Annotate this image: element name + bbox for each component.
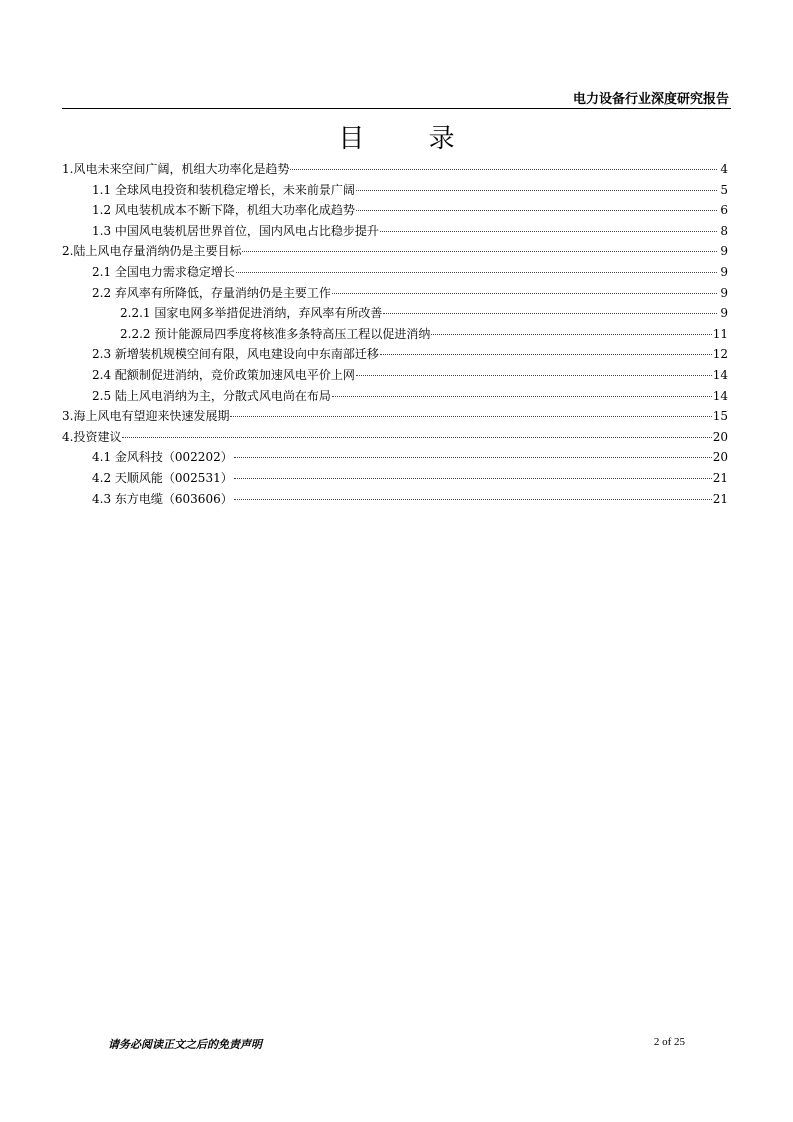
- toc-entry-label: 2.4 配额制促进消纳，竞价政策加速风电平价上网: [92, 367, 355, 382]
- toc-entry[interactable]: [62, 366, 728, 387]
- toc-entry[interactable]: [62, 181, 728, 202]
- toc-entry[interactable]: [62, 263, 728, 284]
- toc-entry[interactable]: [62, 387, 728, 408]
- table-of-contents: [62, 160, 728, 510]
- toc-leader-dots: [356, 375, 712, 376]
- toc-leader-dots: [380, 231, 717, 232]
- toc-leader-dots: [230, 416, 711, 417]
- toc-entry-label: 4.1 金风科技（002202）: [92, 450, 233, 465]
- toc-entry[interactable]: [62, 407, 728, 428]
- toc-page-number: 8: [720, 223, 728, 238]
- footer-page-number: 2 of 25: [653, 1036, 685, 1048]
- toc-leader-dots: [332, 396, 712, 397]
- toc-page-number: 14: [712, 367, 728, 382]
- toc-page-number: 21: [712, 470, 728, 485]
- toc-page-number: 9: [720, 264, 728, 279]
- toc-leader-dots: [236, 272, 717, 273]
- toc-page-number: 6: [720, 203, 728, 218]
- toc-leader-dots: [356, 190, 717, 191]
- toc-leader-dots: [234, 478, 712, 479]
- toc-leader-dots: [234, 499, 712, 500]
- toc-leader-dots: [332, 293, 717, 294]
- toc-entry[interactable]: [62, 284, 728, 305]
- toc-entry-label: 2.2.2 预计能源局四季度将核准多条特高压工程以促进消纳: [120, 326, 431, 341]
- toc-entry-label: 2.1 全国电力需求稳定增长: [92, 264, 235, 279]
- toc-title: 目 录: [338, 124, 483, 154]
- toc-page-number: 9: [720, 285, 728, 300]
- toc-entry-label: 4.2 天顺风能（002531）: [92, 470, 233, 485]
- toc-page-number: 14: [712, 388, 728, 403]
- toc-page-number: 12: [712, 347, 728, 362]
- toc-entry[interactable]: [62, 428, 728, 449]
- toc-entry[interactable]: [62, 304, 728, 325]
- toc-entry-label: 3.海上风电有望迎来快速发展期: [62, 409, 230, 424]
- toc-entry-label: 2.5 陆上风电消纳为主，分散式风电尚在布局: [92, 388, 331, 403]
- toc-entry[interactable]: [62, 325, 728, 346]
- toc-leader-dots: [290, 169, 717, 170]
- toc-entry[interactable]: [62, 469, 728, 490]
- toc-entry-label: 1.2 风电装机成本不断下降，机组大功率化成趋势: [92, 203, 355, 218]
- toc-page-number: 15: [712, 409, 728, 424]
- toc-entry[interactable]: [62, 222, 728, 243]
- toc-page-number: 21: [712, 491, 728, 506]
- toc-entry[interactable]: [62, 490, 728, 511]
- toc-page-number: 5: [720, 182, 728, 197]
- toc-entry-label: 4.3 东方电缆（603606）: [92, 491, 233, 506]
- toc-entry[interactable]: [62, 160, 728, 181]
- toc-entry-label: 1.风电未来空间广阔，机组大功率化是趋势: [62, 162, 290, 176]
- toc-leader-dots: [234, 457, 712, 458]
- toc-leader-dots: [242, 251, 717, 252]
- toc-page-number: 20: [712, 429, 728, 444]
- toc-entry-label: 2.2.1 国家电网多举措促进消纳，弃风率有所改善: [120, 306, 383, 321]
- toc-leader-dots: [356, 210, 717, 211]
- toc-entry[interactable]: [62, 448, 728, 469]
- toc-entry-label: 1.1 全球风电投资和装机稳定增长，未来前景广阔: [92, 182, 355, 197]
- header-divider: [62, 108, 731, 109]
- toc-entry-label: 2.3 新增装机规模空间有限，风电建设向中东南部迁移: [92, 347, 379, 362]
- toc-leader-dots: [380, 354, 712, 355]
- toc-leader-dots: [122, 437, 711, 438]
- toc-entry[interactable]: [62, 345, 728, 366]
- toc-entry-label: 2.2 弃风率有所降低，存量消纳仍是主要工作: [92, 285, 331, 300]
- toc-entry[interactable]: [62, 201, 728, 222]
- toc-entry-label: 1.3 中国风电装机居世界首位，国内风电占比稳步提升: [92, 223, 379, 238]
- report-header-title: 电力设备行业深度研究报告: [572, 92, 729, 107]
- toc-entry-label: 2.陆上风电存量消纳仍是主要目标: [62, 244, 242, 259]
- toc-page-number: 11: [712, 326, 728, 341]
- toc-page-number: 4: [720, 162, 728, 176]
- toc-entry-label: 4.投资建议: [62, 429, 122, 444]
- toc-page-number: 20: [712, 450, 728, 465]
- toc-leader-dots: [431, 334, 711, 335]
- toc-leader-dots: [383, 313, 717, 314]
- toc-page-number: 9: [720, 244, 728, 259]
- toc-page-number: 9: [720, 306, 728, 321]
- footer-disclaimer: 请务必阅读正文之后的免责声明: [108, 1038, 262, 1051]
- toc-entry[interactable]: [62, 242, 728, 263]
